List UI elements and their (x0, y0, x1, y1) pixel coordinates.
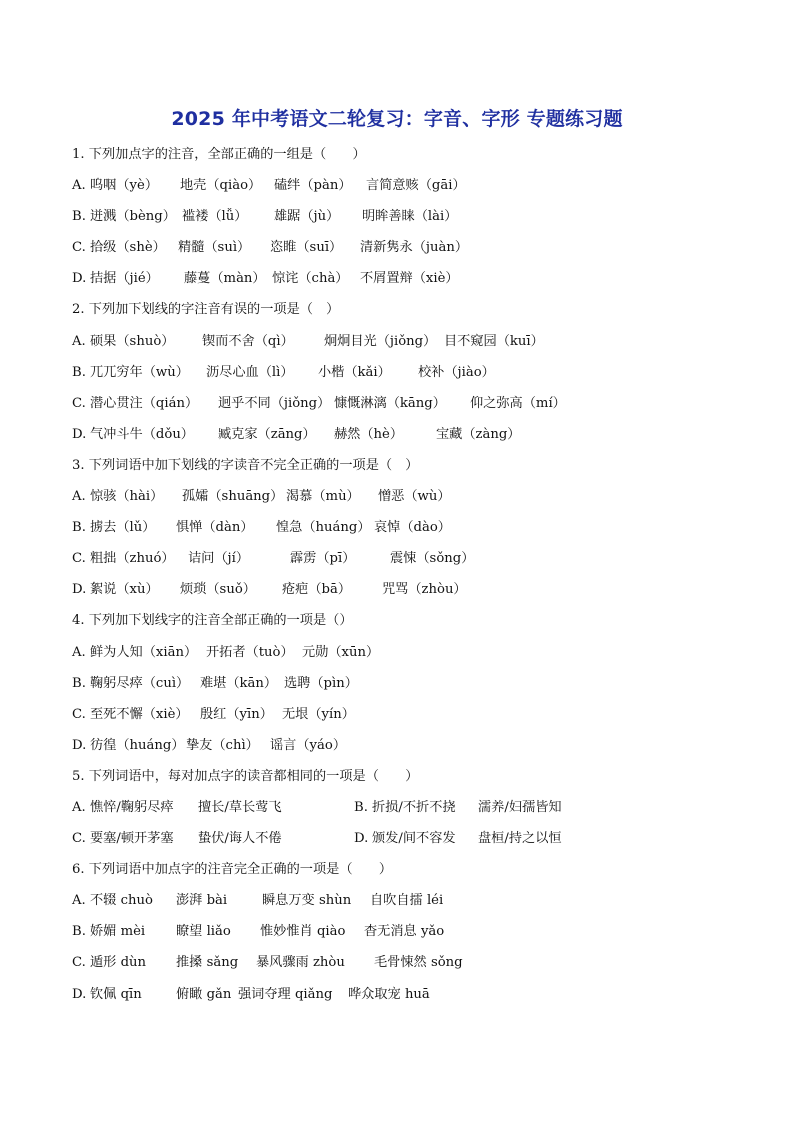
option-item: 恣睢（suī） (270, 240, 343, 256)
option-item: 精髓（suì） (178, 240, 251, 256)
question-stem: 5. 下列词语中，每对加点字的读音都相同的一项是（ ） (72, 768, 419, 784)
option-row (72, 889, 722, 920)
option-item: 臧克家（zāng） (218, 426, 316, 442)
option-item: 娇媚 mèi (90, 924, 146, 940)
option-item: 明眸善睐（lài） (362, 209, 458, 225)
option-label: A. (72, 489, 86, 505)
option-row (72, 267, 722, 298)
option-item: 呜咽（yè） (90, 178, 159, 194)
option-item: 难堪（kān） (200, 675, 278, 691)
option-label: C. (72, 395, 86, 411)
option-label: D. (72, 986, 87, 1002)
option-item: 清新隽永（juàn） (360, 240, 469, 256)
option-row (72, 920, 722, 951)
option-label: B. (72, 364, 86, 380)
option-row (72, 361, 722, 392)
option-item: 哗众取宠 huā (348, 986, 430, 1002)
option-row (72, 423, 722, 454)
option-item: 至死不懈（xiè） (90, 706, 189, 722)
option-item: 不屑置辩（xiè） (360, 271, 459, 287)
option-row (72, 330, 722, 361)
option-item: 雄踞（jù） (274, 209, 340, 225)
option-item: 慷慨淋漓（kāng） (334, 395, 446, 411)
option-item: 拮据（jié） (90, 271, 159, 287)
question-stem: 2. 下列加下划线的字注音有误的一项是（ ） (72, 302, 340, 318)
option-item: 咒骂（zhòu） (382, 582, 467, 598)
option-label: C. (72, 240, 86, 256)
option-item: 震悚（sǒng） (390, 551, 475, 567)
option-item: 元勋（xūn） (302, 644, 380, 660)
option-item: 惊诧（chà） (272, 271, 349, 287)
option-item: 毛骨悚然 sǒng (374, 955, 463, 971)
option-row (72, 672, 722, 703)
option-row (72, 578, 722, 609)
option-label: D. (354, 831, 369, 847)
option-item: 藤蔓（màn） (184, 271, 266, 287)
option-item: 挚友（chì） (186, 737, 259, 753)
option-label: A. (72, 644, 86, 660)
option-item: 地壳（qiào） (180, 178, 262, 194)
option-item: 兀兀穷年（wù） (90, 364, 189, 380)
option-item: 俯瞰 gǎn (176, 986, 232, 1002)
option-row (72, 236, 722, 267)
option-row (72, 983, 722, 1014)
option-label: C. (72, 955, 86, 971)
option-item: 褴褛（lǚ） (182, 209, 248, 225)
option-row (72, 827, 722, 858)
option-item: 鞠躬尽瘁（cuì） (90, 675, 190, 691)
option-item: 仰之弥高（mí） (470, 395, 566, 411)
option-item: 殷红（yīn） (200, 706, 273, 722)
option-label: B. (72, 520, 86, 536)
option-item: 硕果（shuò） (90, 333, 175, 349)
option-item: 迸溅（bèng） (90, 209, 176, 225)
option-item: 目不窥园（kuī） (444, 333, 544, 349)
option-item: 哀悼（dào） (374, 520, 451, 536)
option-item: 瞭望 liǎo (176, 924, 231, 940)
option-row (72, 205, 722, 236)
option-row (72, 734, 722, 765)
page-title: 2025 年中考语文二轮复习：字音、字形 专题练习题 (171, 108, 623, 130)
option-label: D. (72, 271, 87, 287)
option-item: 惶急（huáng） (276, 520, 371, 536)
option-item: 不辍 chuò (90, 893, 153, 909)
option-row (72, 516, 722, 547)
option-label: C. (72, 551, 86, 567)
question-stem: 3. 下列词语中加下划线的字读音不完全正确的一项是（ ） (72, 457, 419, 473)
option-item: 选聘（pìn） (284, 675, 358, 691)
option-item: 沥尽心血（lì） (206, 364, 294, 380)
option-item: 自吹自擂 léi (370, 893, 444, 909)
option-item: 颁发/间不容发 (372, 831, 456, 847)
option-row (72, 796, 722, 827)
option-item: 霹雳（pī） (290, 551, 356, 567)
option-item: 惊骇（hài） (90, 489, 164, 505)
option-item: 强词夺理 qiǎng (238, 986, 333, 1002)
option-item: 遁形 dùn (90, 955, 146, 971)
option-item: 蛰伏/诲人不倦 (198, 831, 282, 847)
option-item: 炯炯目光（jiǒng） (324, 333, 437, 349)
option-item: 锲而不舍（qì） (202, 333, 294, 349)
option-item: 拾级（shè） (90, 240, 166, 256)
option-item: 粗拙（zhuó） (90, 551, 175, 567)
option-item: 惟妙惟肖 qiào (260, 924, 346, 940)
option-label: A. (72, 799, 86, 815)
option-item: 宝藏（zàng） (436, 426, 521, 442)
option-item: 小楷（kǎi） (318, 364, 391, 380)
option-item: 言简意赅（gāi） (366, 178, 466, 194)
option-item: 开拓者（tuò） (206, 644, 294, 660)
option-row (72, 174, 722, 205)
option-label: B. (354, 799, 368, 815)
option-item: 疮疤（bā） (282, 582, 352, 598)
option-item: 掳去（lǔ） (90, 520, 156, 536)
option-row (72, 703, 722, 734)
option-row (72, 951, 722, 982)
option-item: 校补（jiào） (418, 364, 495, 380)
option-item: 渴慕（mù） (286, 489, 360, 505)
option-row (72, 641, 722, 672)
option-row (72, 392, 722, 423)
option-label: C. (72, 706, 86, 722)
option-item: 濡养/妇孺皆知 (478, 799, 562, 815)
option-item: 盘桓/持之以恒 (478, 831, 562, 847)
option-label: B. (72, 924, 86, 940)
option-item: 要塞/顿开茅塞 (90, 831, 174, 847)
option-item: 迥乎不同（jiǒng） (218, 395, 331, 411)
option-item: 推搡 sǎng (176, 955, 239, 971)
option-item: 憎恶（wù） (378, 489, 451, 505)
option-label: A. (72, 893, 86, 909)
question-stem: 4. 下列加下划线字的注音全部正确的一项是（） (72, 613, 353, 629)
option-label: B. (72, 675, 86, 691)
option-label: D. (72, 737, 87, 753)
option-item: 钦佩 qīn (90, 986, 142, 1002)
option-item: 惧惮（dàn） (176, 520, 254, 536)
option-item: 瞬息万变 shùn (262, 893, 352, 909)
option-item: 磕绊（pàn） (274, 178, 352, 194)
question-list (72, 143, 722, 1014)
option-label: D. (72, 582, 87, 598)
option-item: 鲜为人知（xiān） (90, 644, 198, 660)
option-label: C. (72, 831, 86, 847)
option-item: 孤孀（shuāng） (182, 489, 284, 505)
option-item: 折损/不折不挠 (372, 799, 456, 815)
option-item: 澎湃 bài (176, 893, 228, 909)
option-item: 彷徨（huáng） (90, 737, 185, 753)
option-item: 暴风骤雨 zhòu (256, 955, 345, 971)
option-item: 谣言（yáo） (270, 737, 347, 753)
question-stem: 6. 下列词语中加点字的注音完全正确的一项是（ ） (72, 862, 393, 878)
option-item: 憔悴/鞠躬尽瘁 (90, 799, 174, 815)
option-item: 潜心贯注（qián） (90, 395, 199, 411)
option-item: 杳无消息 yǎo (364, 924, 445, 940)
option-label: A. (72, 333, 86, 349)
option-label: A. (72, 178, 86, 194)
option-label: D. (72, 426, 87, 442)
option-item: 赫然（hè） (334, 426, 404, 442)
option-item: 擅长/草长莺飞 (198, 799, 282, 815)
option-row (72, 547, 722, 578)
option-item: 无垠（yín） (282, 706, 355, 722)
option-item: 诘问（jí） (188, 551, 250, 567)
option-item: 烦琐（suǒ） (180, 582, 256, 598)
option-row (72, 485, 722, 516)
option-item: 絮说（xù） (90, 582, 159, 598)
option-item: 气冲斗牛（dǒu） (90, 426, 194, 442)
option-label: B. (72, 209, 86, 225)
question-stem: 1. 下列加点字的注音，全部正确的一组是（ ） (72, 147, 366, 162)
